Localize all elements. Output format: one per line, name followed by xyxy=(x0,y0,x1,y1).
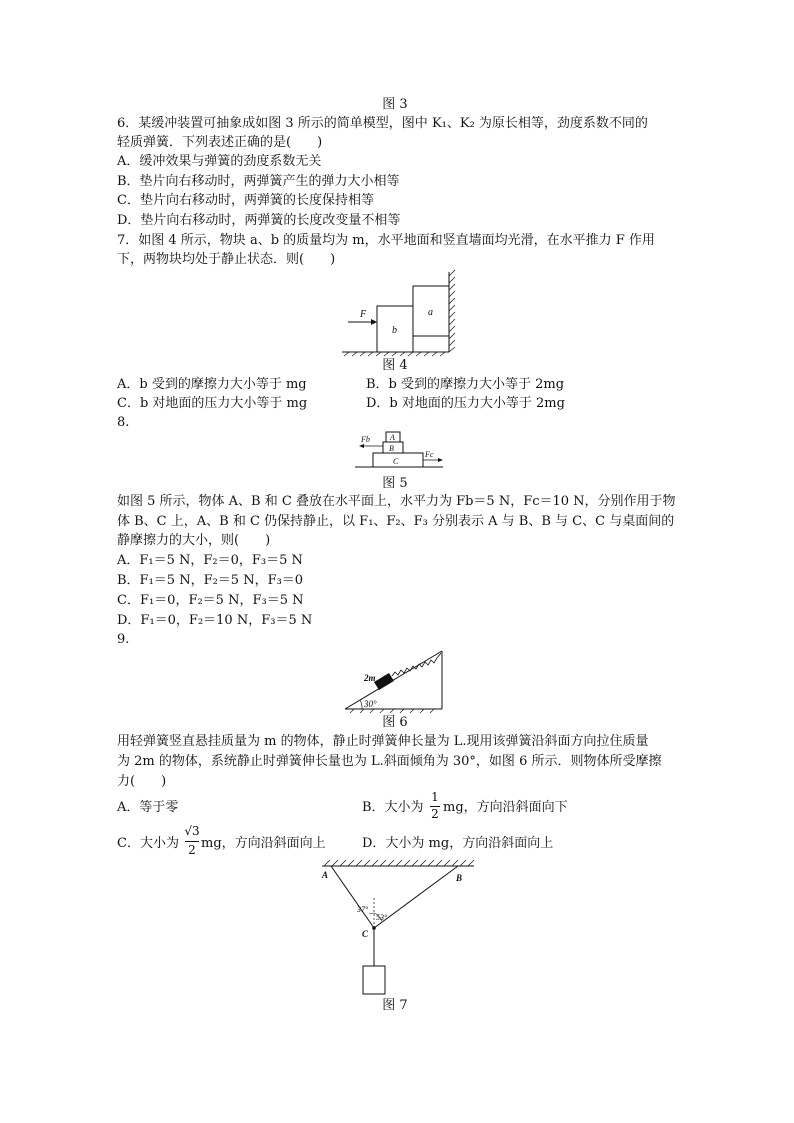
figure-7-label-a: A xyxy=(322,870,329,880)
q8-option-d: D．F₁＝0，F₂＝10 N，F₃＝5 N xyxy=(117,613,313,628)
figure-4-caption: 图 4 xyxy=(382,358,408,373)
figure-5-label-c: C xyxy=(393,457,399,466)
q9-option-a: A．等于零 xyxy=(117,800,179,815)
q6-option-c: C．垫片向右移动时，两弹簧的长度保持相等 xyxy=(117,193,374,208)
figure-5-diagram xyxy=(355,430,445,476)
q7-stem-line1: 7．如图 4 所示，物块 a、b 的质量均为 m，水平地面和竖直墙面均光滑，在水平推力 F 作用 xyxy=(117,233,655,248)
q9-option-c-denominator: 2 xyxy=(188,843,196,857)
q9-option-b-suffix: mg，方向沿斜面向下 xyxy=(443,800,568,815)
q9-option-b-numerator: 1 xyxy=(431,790,439,804)
figure-7-diagram xyxy=(318,858,478,998)
figure-5-caption: 图 5 xyxy=(382,476,408,491)
q9-option-b-denominator: 2 xyxy=(431,807,439,821)
figure-5-label-fc: Fc xyxy=(425,450,434,459)
q9-stem-line1: 用轻弹簧竖直悬挂质量为 m 的物体，静止时弹簧伸长量为 L.现用该弹簧沿斜面方向拉住质量 xyxy=(117,734,649,749)
q9-option-c-numerator: √3 xyxy=(184,824,200,838)
q9-option-c-prefix: C．大小为 xyxy=(117,836,179,851)
figure-3-caption: 图 3 xyxy=(382,97,408,112)
q7-option-c: C．b 对地面的压力大小等于 mg xyxy=(117,396,308,411)
figure-7-angle-37: 37° xyxy=(357,905,369,914)
q7-stem-line2: 下，两物块均处于静止状态．则( ) xyxy=(117,252,336,267)
figure-7-angle-53: 53° xyxy=(376,913,388,922)
q9-stem-line3: 力( ) xyxy=(117,774,167,789)
figure-5-label-b: B xyxy=(389,444,394,453)
figure-7-label-c: C xyxy=(362,929,369,939)
figure-5-label-a: A xyxy=(390,433,395,442)
q6-stem-line1: 6．某缓冲装置可抽象成如图 3 所示的简单模型，图中 K₁、K₂ 为原长相等，劲度系数不同的 xyxy=(117,116,648,131)
q8-number: 8. xyxy=(117,415,130,430)
figure-4-diagram xyxy=(340,270,465,356)
q9-option-c-fraction-bar xyxy=(185,841,199,842)
figure-4-label-a: a xyxy=(428,307,433,318)
q8-option-a: A．F₁＝5 N，F₂＝0，F₃＝5 N xyxy=(117,553,303,568)
q6-option-b: B．垫片向右移动时，两弹簧产生的弹力大小相等 xyxy=(117,174,400,189)
q9-number: 9. xyxy=(117,632,130,647)
q6-option-d: D．垫片向右移动时，两弹簧的长度改变量不相等 xyxy=(117,213,401,228)
q9-option-d: D．大小为 mg，方向沿斜面向上 xyxy=(362,836,554,851)
q8-stem-line3: 静摩擦力的大小，则( ) xyxy=(117,533,271,548)
figure-6-caption: 图 6 xyxy=(382,715,408,730)
q8-option-c: C．F₁＝0，F₂＝5 N，F₃＝5 N xyxy=(117,593,304,608)
figure-5-label-fb: Fb xyxy=(361,435,370,444)
figure-4-label-b: b xyxy=(392,325,397,336)
q9-option-c-suffix: mg，方向沿斜面向上 xyxy=(201,836,326,851)
figure-6-diagram xyxy=(340,645,450,713)
figure-6-label-mass: 2m xyxy=(364,673,376,683)
figure-4-label-f: F xyxy=(360,309,367,320)
figure-7-caption: 图 7 xyxy=(382,998,408,1013)
q9-stem-line2: 为 2m 的物体，系统静止时弹簧伸长量也为 L.斜面倾角为 30°，如图 6 所示．则物体所受摩擦 xyxy=(117,754,662,769)
figure-7-label-b: B xyxy=(456,873,463,883)
q6-option-a: A．缓冲效果与弹簧的劲度系数无关 xyxy=(117,154,322,169)
q6-stem-line2: 轻质弹簧．下列表述正确的是( ) xyxy=(117,135,323,150)
q7-option-b: B．b 受到的摩擦力大小等于 2mg xyxy=(366,377,565,392)
q8-option-b: B．F₁＝5 N，F₂＝5 N，F₃＝0 xyxy=(117,573,304,588)
q7-option-a: A．b 受到的摩擦力大小等于 mg xyxy=(117,377,307,392)
q9-option-b-prefix: B．大小为 xyxy=(362,800,424,815)
q7-option-d: D．b 对地面的压力大小等于 2mg xyxy=(366,396,565,411)
q8-stem-line1: 如图 5 所示，物体 A、B 和 C 叠放在水平面上，水平力为 Fb＝5 N，Fc＝10 N，分别作用于物 xyxy=(117,494,676,509)
figure-6-label-angle: 30° xyxy=(364,699,377,709)
q8-stem-line2: 体 B、C 上，A、B 和 C 仍保持静止，以 F₁、F₂、F₃ 分别表示 A 与 B、B 与 C、C 与桌面间的 xyxy=(117,514,675,529)
